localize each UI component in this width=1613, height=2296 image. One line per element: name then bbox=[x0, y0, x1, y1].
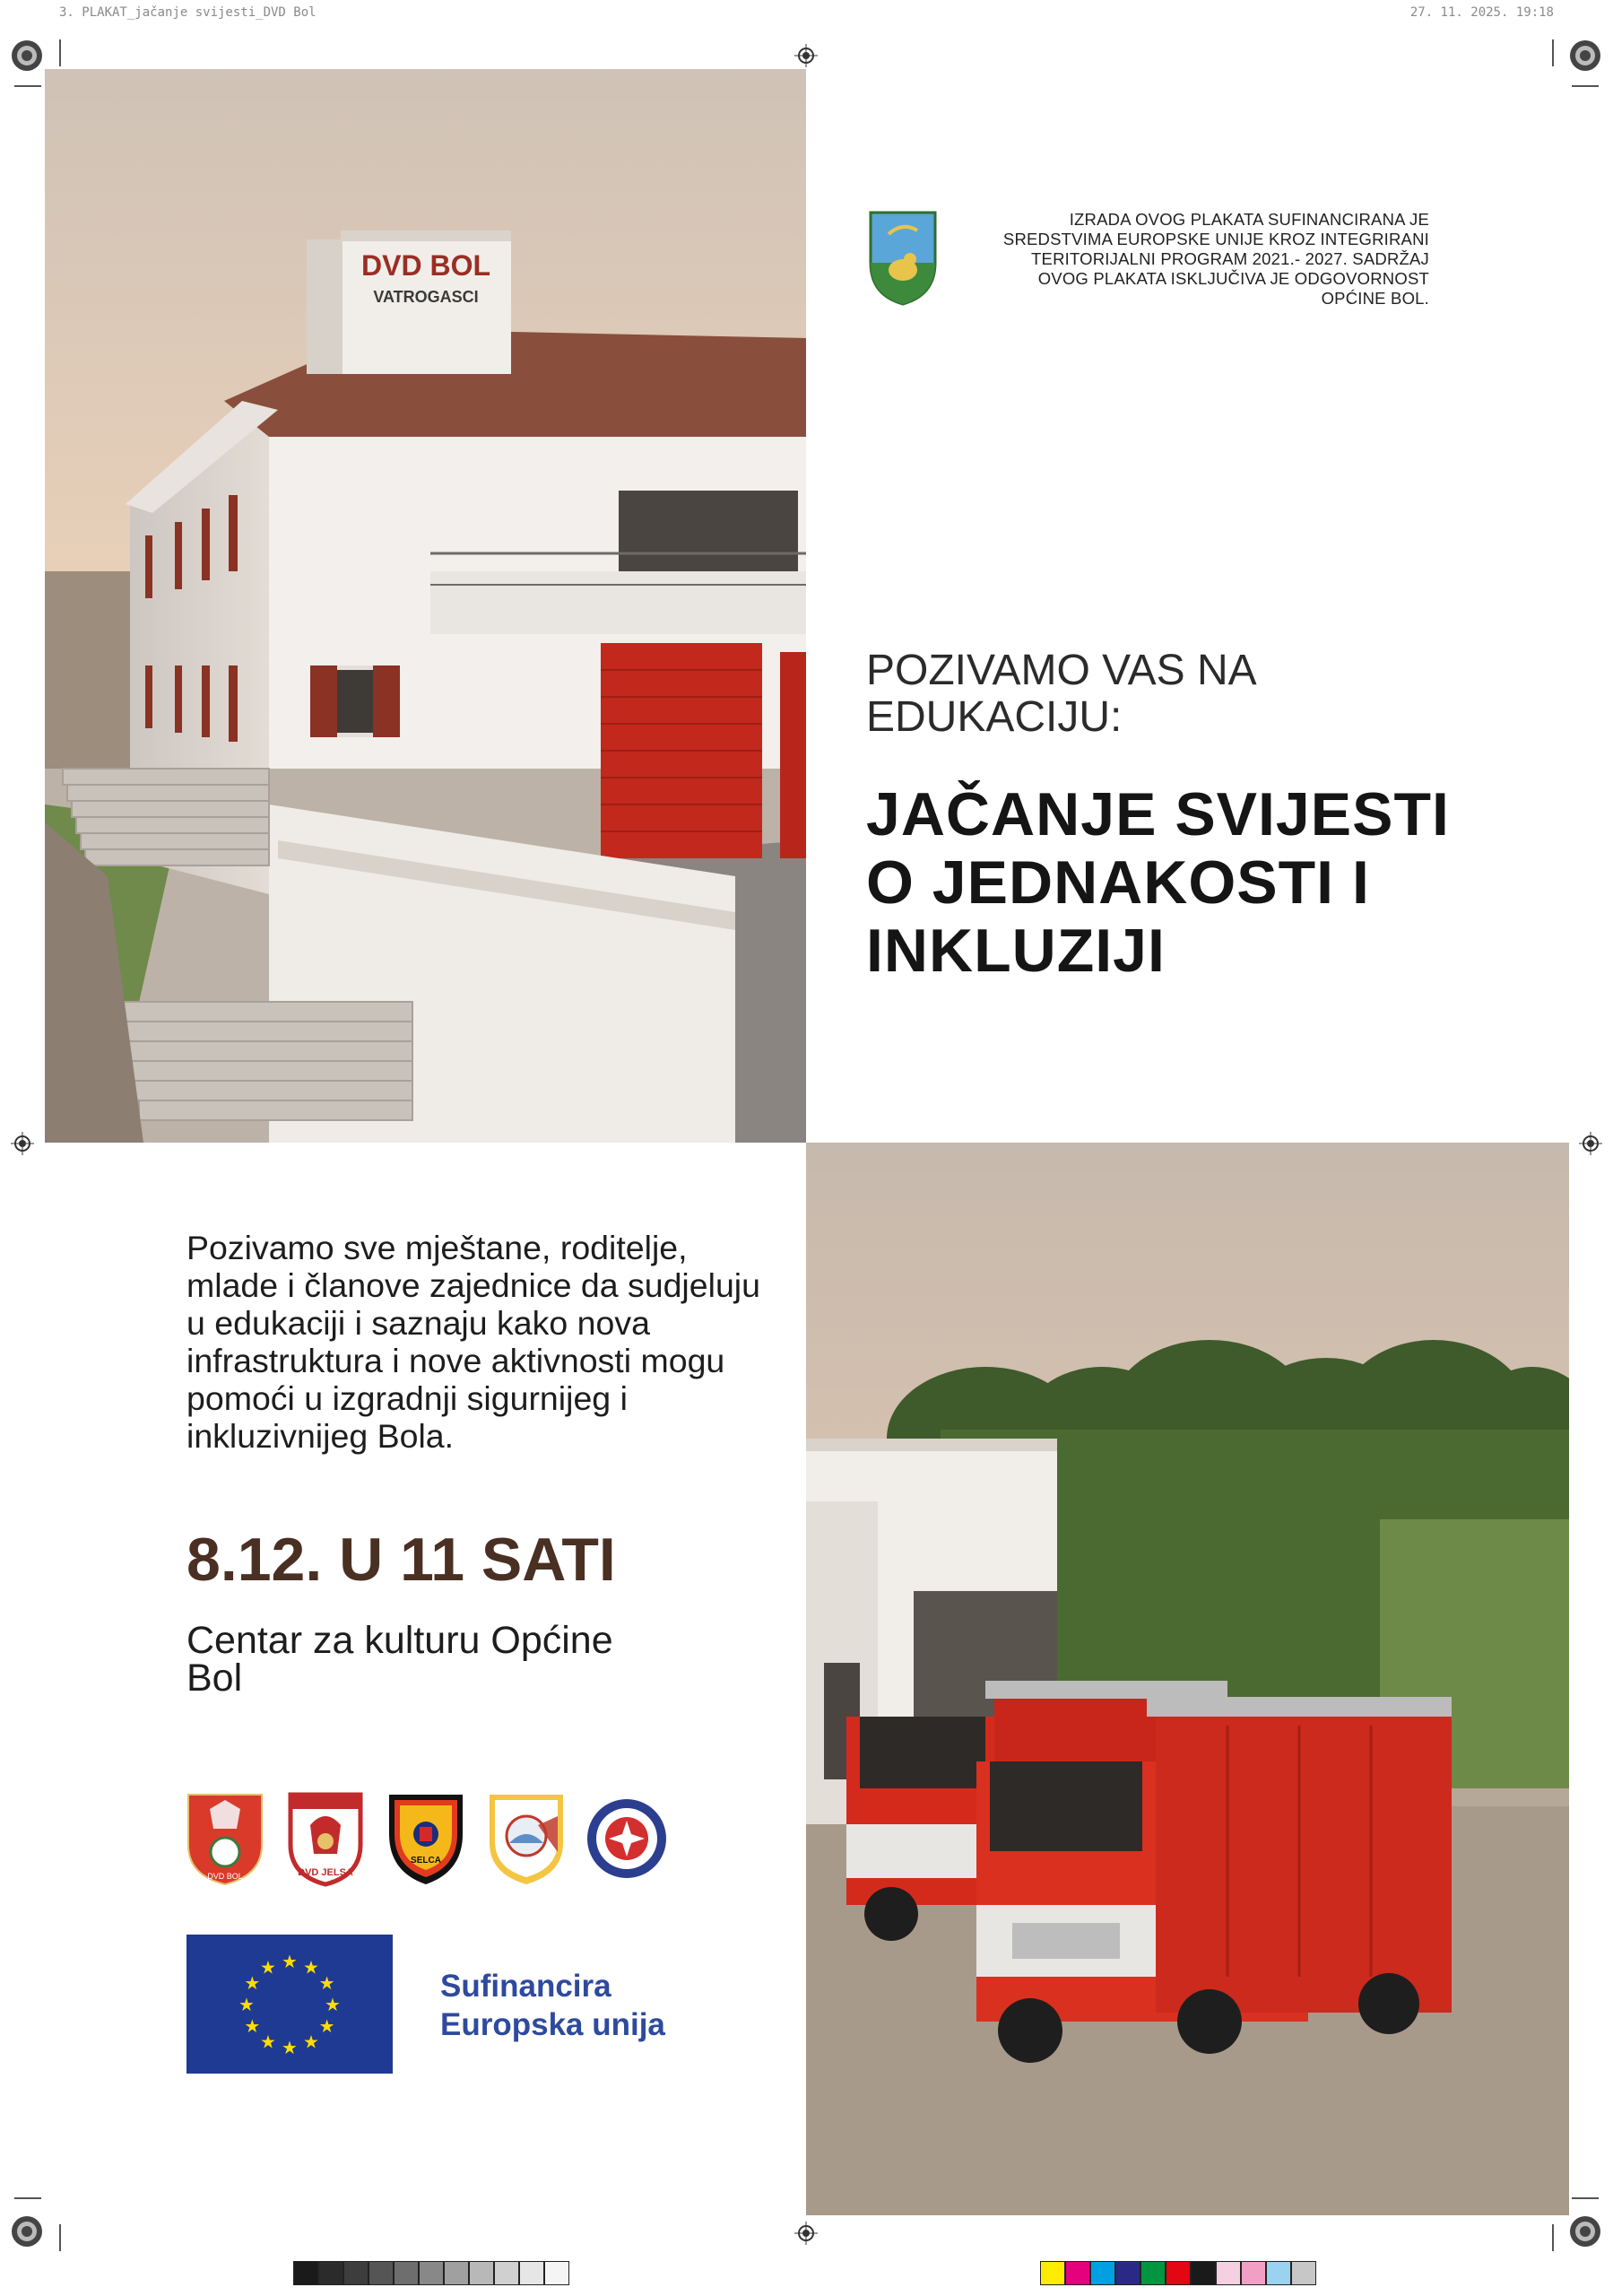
calibration-swatch bbox=[394, 2261, 419, 2285]
calibration-swatch bbox=[1266, 2261, 1291, 2285]
eu-star-icon: ★ bbox=[244, 2015, 261, 2037]
crop-mark bbox=[1552, 2224, 1554, 2251]
dvd-selca-badge-icon bbox=[384, 1789, 468, 1888]
registration-target-icon bbox=[11, 2215, 43, 2248]
calibration-swatch bbox=[318, 2261, 343, 2285]
calibration-swatch bbox=[1065, 2261, 1090, 2285]
calibration-swatch bbox=[369, 2261, 394, 2285]
event-title: JAČANJE SVIJESTI O JEDNAKOSTI I INKLUZIJI bbox=[866, 780, 1450, 985]
calibration-swatch bbox=[544, 2261, 569, 2285]
eu-line-1: Sufinancira bbox=[440, 1969, 611, 2004]
crosshair-mark-icon bbox=[794, 44, 818, 67]
registration-target-icon bbox=[11, 39, 43, 72]
eu-cofunded-label bbox=[440, 1967, 665, 2044]
calibration-swatch bbox=[1241, 2261, 1266, 2285]
svg-text:DVD JELSA: DVD JELSA bbox=[298, 1867, 353, 1878]
crosshair-mark-icon bbox=[11, 1132, 34, 1155]
eu-star-icon: ★ bbox=[318, 1972, 335, 1994]
cofinancing-disclaimer: IZRADA OVOG PLAKATA SUFINANCIRANA JE SREDSTVIMA EUROPSKE UNIJE KROZ INTEGRIRANI TERITORIJALNI PROGRAM 2021.- 2027. SADRŽAJ OVOG PLAKATA ISKLJUČIVA JE ODGOVORNOST OPĆINE BOL. bbox=[1002, 210, 1429, 308]
crop-mark bbox=[14, 2197, 41, 2199]
event-location: Centar za kulturu Općine Bol bbox=[186, 1619, 613, 1700]
svg-text:SELCA: SELCA bbox=[411, 1856, 441, 1866]
registration-target-icon bbox=[1569, 39, 1601, 72]
crop-mark bbox=[1552, 39, 1554, 66]
crop-mark bbox=[59, 2224, 61, 2251]
eu-star-icon: ★ bbox=[325, 1994, 341, 2015]
eu-star-icon: ★ bbox=[282, 2037, 298, 2058]
dvd-badge-4-icon bbox=[484, 1789, 568, 1888]
eu-star-icon: ★ bbox=[318, 2015, 335, 2037]
crop-mark bbox=[14, 85, 41, 87]
eu-star-icon: ★ bbox=[244, 1972, 261, 1994]
print-filename: 3. PLAKAT_jačanje svijesti_DVD Bol bbox=[59, 5, 317, 20]
eu-stars-icon bbox=[186, 1935, 393, 2074]
eu-star-icon: ★ bbox=[303, 1956, 319, 1979]
coat-of-arms-icon bbox=[867, 209, 939, 308]
print-timestamp: 27. 11. 2025. 19:18 bbox=[1409, 5, 1554, 20]
eu-star-icon: ★ bbox=[303, 2031, 319, 2053]
crosshair-mark-icon bbox=[794, 2222, 818, 2245]
dvd-bol-badge-icon bbox=[183, 1789, 267, 1888]
calibration-swatch bbox=[293, 2261, 318, 2285]
calibration-swatch bbox=[469, 2261, 494, 2285]
calibration-swatch bbox=[1291, 2261, 1316, 2285]
dvd-jelsa-badge-icon bbox=[283, 1789, 368, 1888]
eu-star-icon: ★ bbox=[238, 1994, 255, 2015]
calibration-swatch bbox=[1216, 2261, 1241, 2285]
calibration-swatch bbox=[343, 2261, 369, 2285]
eu-star-icon: ★ bbox=[260, 2031, 276, 2053]
station-sign-main: DVD BOL bbox=[361, 249, 490, 282]
svg-text:DVD BOL: DVD BOL bbox=[207, 1872, 243, 1881]
crosshair-mark-icon bbox=[1579, 1132, 1602, 1155]
calibration-swatch bbox=[1166, 2261, 1191, 2285]
invitation-body: Pozivamo sve mještane, roditelje, mlade i članove zajednice da sudjeluju u edukaciji i saznaju kako nova infrastruktura i nove aktivnosti mogu pomoći u izgradnji sigurnijeg i inkluzivnijeg Bola. bbox=[186, 1229, 760, 1455]
calibration-swatch bbox=[444, 2261, 469, 2285]
hgss-badge-icon bbox=[585, 1789, 669, 1888]
eu-line-2: Europska unija bbox=[440, 2007, 665, 2042]
calibration-swatch bbox=[1090, 2261, 1115, 2285]
invite-heading: POZIVAMO VAS NA EDUKACIJU: bbox=[866, 647, 1254, 741]
crop-mark bbox=[1572, 2197, 1599, 2199]
event-datetime: 8.12. U 11 SATI bbox=[186, 1526, 616, 1594]
calibration-swatch bbox=[1140, 2261, 1166, 2285]
eu-flag bbox=[186, 1935, 393, 2074]
crop-mark bbox=[1572, 85, 1599, 87]
eu-star-icon: ★ bbox=[260, 1956, 276, 1979]
fire-station-photo bbox=[45, 69, 806, 1143]
calibration-swatch bbox=[1115, 2261, 1140, 2285]
fire-trucks-photo bbox=[806, 1143, 1569, 2215]
calibration-swatch bbox=[1191, 2261, 1216, 2285]
calibration-swatch bbox=[519, 2261, 544, 2285]
eu-star-icon: ★ bbox=[282, 1951, 298, 1972]
calibration-swatch bbox=[1040, 2261, 1065, 2285]
registration-target-icon bbox=[1569, 2215, 1601, 2248]
station-sign-sub: VATROGASCI bbox=[373, 288, 479, 306]
crop-mark bbox=[59, 39, 61, 66]
calibration-swatch bbox=[419, 2261, 444, 2285]
calibration-swatch bbox=[494, 2261, 519, 2285]
